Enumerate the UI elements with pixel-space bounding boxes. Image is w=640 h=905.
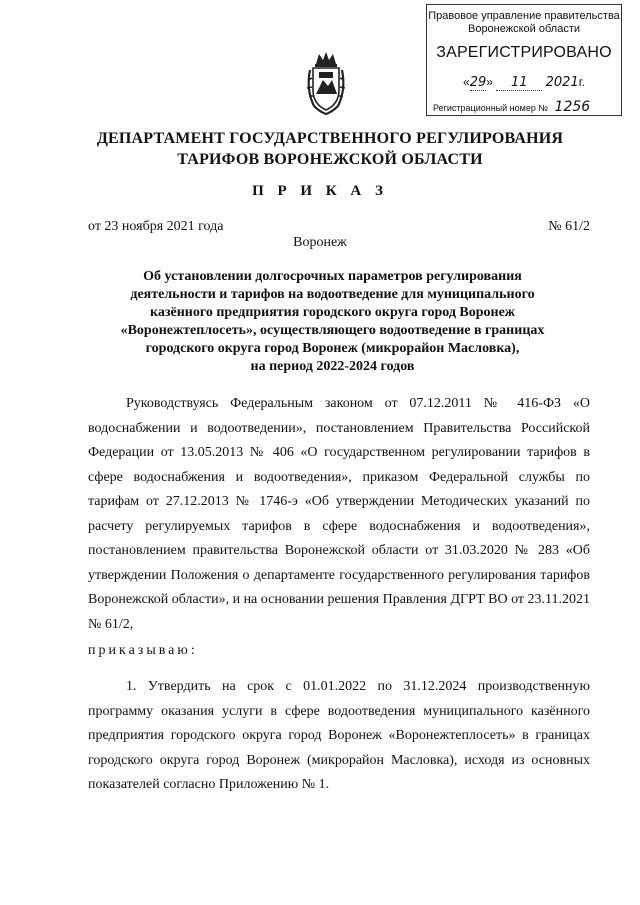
stamp-reg-number-line <box>433 99 619 116</box>
department-name <box>80 128 580 170</box>
decree-word: приказываю: <box>88 643 198 658</box>
registration-stamp <box>426 4 622 116</box>
preamble-paragraph: Руководствуясь Федеральным законом от 07.12.2011 № 416-ФЗ «О водоснабжении и водоотведении», постановлением Правительства Российской Федерации от 13.05.2013 № 406 «О государственном регулировании тарифов в сфере водоснабжения и водоотведения», приказом Федеральной службы по тарифам от 27.12.2013 № 1746-э «Об утверждении Методических указаний по расчету регулируемых тарифов в сфере водоснабжения и водоотведения», постановлением правительства Воронежской области от 31.03.2020 № 283 «Об утверждении Положения о департаменте государственного регулирования тарифов Воронежской области», и на основании решения Правления ДГРТ ВО от 23.11.2021 № 61/2, <box>88 396 590 632</box>
title-line: Об установлении долгосрочных параметров регулирования <box>143 269 522 284</box>
title-line: «Воронежтеплосеть», осуществляющего водоотведение в границах <box>120 323 545 338</box>
stamp-day: 29 <box>469 75 487 90</box>
order-date: от 23 ноября 2021 года <box>88 219 224 234</box>
title-line: казённого предприятия городского округа город Воронеж <box>150 305 515 320</box>
order-city: Воронеж <box>293 235 347 250</box>
stamp-month: 11 <box>511 75 528 90</box>
order-body <box>88 392 590 798</box>
stamp-org-line1: Правовое управление правительства <box>428 10 620 22</box>
order-heading: П Р И К А З <box>252 183 388 199</box>
stamp-organization <box>427 10 621 36</box>
stamp-org-line2: Воронежской области <box>467 23 580 35</box>
title-line: городского округа город Воронеж (микрорайон Масловка), <box>145 341 520 356</box>
stamp-registered: ЗАРЕГИСТРИРОВАНО <box>436 44 612 61</box>
stamp-reg-label: Регистрационный номер № <box>433 103 549 113</box>
title-line: на период 2022-2024 годов <box>250 359 415 374</box>
order-title <box>95 268 570 376</box>
stamp-reg-number: 1256 <box>554 99 591 115</box>
stamp-year: 2021 <box>545 75 579 90</box>
clause-1: 1. Утвердить на срок с 01.01.2022 по 31.12.2024 производственную программу оказания услуги в сфере водоотведения муниципального казённого предприятия городского округа город Воронеж «Воронежтеплосеть» в границах городского округа город Воронеж (микрорайон Масловка), исходя из основных показателей согласно Приложению № 1. <box>88 679 590 792</box>
department-line2: ТАРИФОВ ВОРОНЕЖСКОЙ ОБЛАСТИ <box>177 151 483 168</box>
coat-of-arms-icon <box>304 50 348 116</box>
title-line: деятельности и тарифов на водоотведение для муниципального <box>130 287 535 302</box>
stamp-date: «29» 11 2021г. <box>463 75 585 90</box>
order-number: № 61/2 <box>548 219 590 234</box>
department-line1: ДЕПАРТАМЕНТ ГОСУДАРСТВЕННОГО РЕГУЛИРОВАНИЯ <box>96 130 564 147</box>
